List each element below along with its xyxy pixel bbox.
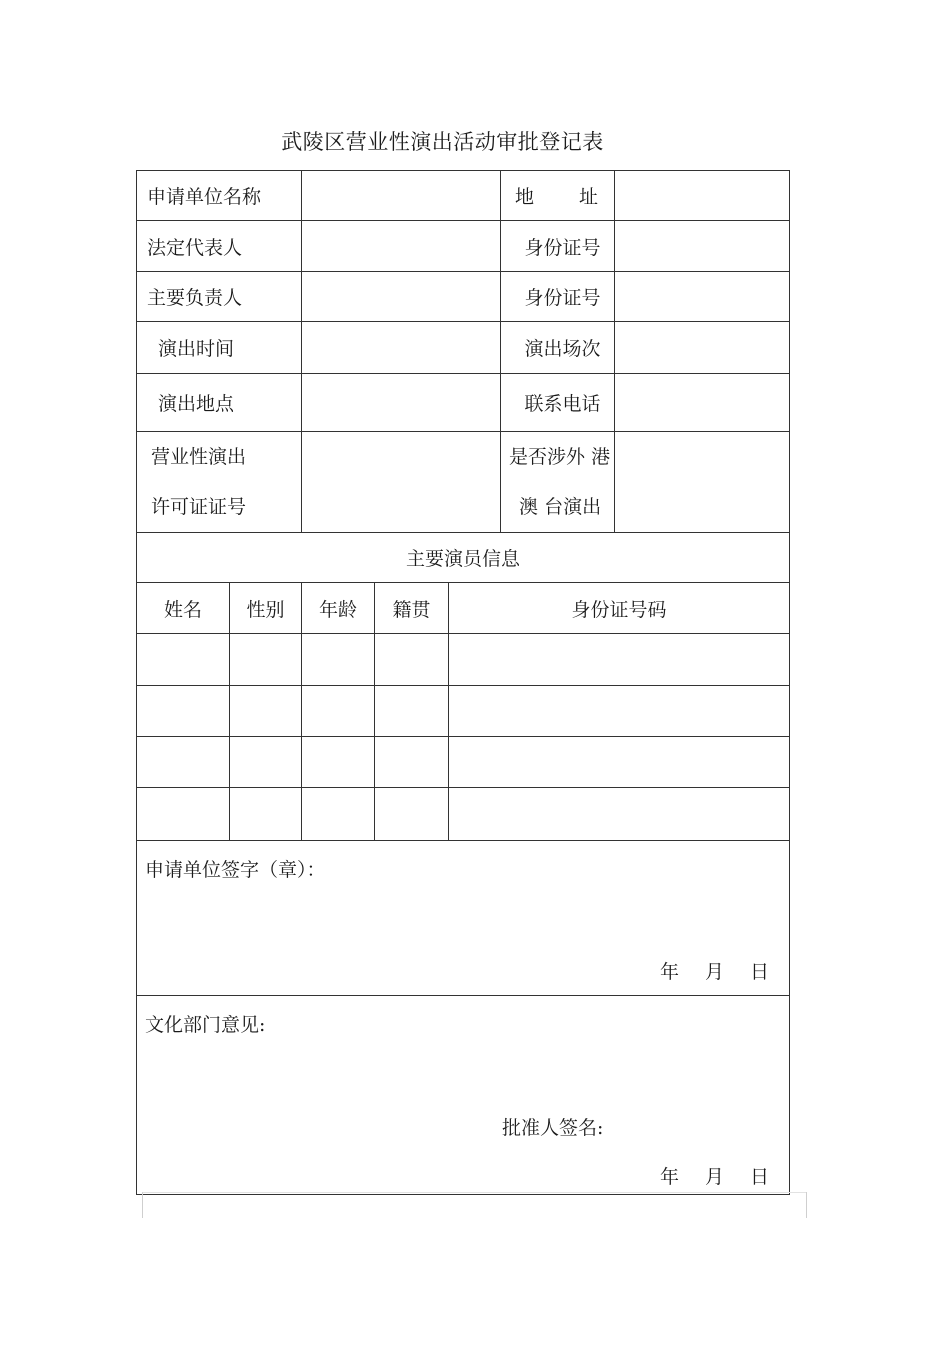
applicant-name-field[interactable] (302, 171, 501, 221)
foreign-show-label (501, 432, 615, 533)
legal-rep-id-field[interactable] (615, 221, 790, 272)
address-label-part1: 地 (515, 186, 535, 208)
main-person-field[interactable] (302, 272, 501, 322)
cell-id-number[interactable] (449, 788, 790, 841)
legal-rep-field[interactable] (302, 221, 501, 272)
date-year: 年 (659, 961, 679, 983)
cell-age[interactable] (302, 686, 375, 737)
cell-native-place[interactable] (375, 737, 449, 788)
applicant-signature-date (660, 957, 769, 984)
table-row (137, 788, 790, 841)
show-place-field[interactable] (302, 374, 501, 432)
foreign-show-label-line1: 是否涉外 港 (509, 446, 611, 468)
address-label-part2: 址 (579, 186, 599, 208)
col-gender: 性别 (230, 583, 302, 634)
cell-age[interactable] (302, 634, 375, 686)
legal-rep-label: 法定代表人 (137, 221, 302, 272)
col-age: 年龄 (302, 583, 375, 634)
license-field[interactable] (302, 432, 501, 533)
foreign-show-field[interactable] (615, 432, 790, 533)
contact-phone-field[interactable] (615, 374, 790, 432)
show-sessions-field[interactable] (615, 322, 790, 374)
col-native-place: 籍贯 (375, 583, 449, 634)
page-edge-mark-right (806, 1192, 807, 1218)
main-person-label: 主要负责人 (137, 272, 302, 322)
applicant-name-label: 申请单位名称 (137, 171, 302, 221)
cell-native-place[interactable] (375, 634, 449, 686)
date-month: 月 (705, 961, 725, 983)
page-title: 武陵区营业性演出活动审批登记表 (281, 130, 604, 154)
legal-rep-id-label: 身份证号 (501, 221, 615, 272)
main-person-id-field[interactable] (615, 272, 790, 322)
applicant-signature-block[interactable] (137, 841, 790, 996)
cell-gender[interactable] (230, 788, 302, 841)
approver-signature-label: 批准人签名: (502, 1117, 604, 1139)
page-edge-mark-left (142, 1192, 143, 1218)
cell-name[interactable] (137, 634, 230, 686)
cell-age[interactable] (302, 737, 375, 788)
date-day: 日 (750, 1166, 770, 1188)
license-label (137, 432, 302, 533)
license-label-line1: 营业性演出 (151, 446, 247, 468)
table-row (137, 737, 790, 788)
applicant-signature-label: 申请单位签字（章）： (145, 859, 326, 881)
table-row (137, 634, 790, 686)
col-id-number: 身份证号码 (449, 583, 790, 634)
main-person-id-label: 身份证号 (501, 272, 615, 322)
cell-gender[interactable] (230, 686, 302, 737)
show-time-field[interactable] (302, 322, 501, 374)
cell-native-place[interactable] (375, 686, 449, 737)
license-label-line2: 许可证证号 (151, 496, 247, 518)
cell-gender[interactable] (230, 634, 302, 686)
page-edge-line (142, 1192, 807, 1193)
cell-native-place[interactable] (375, 788, 449, 841)
cell-name[interactable] (137, 737, 230, 788)
cell-name[interactable] (137, 686, 230, 737)
culture-dept-opinion-block[interactable] (137, 996, 790, 1195)
show-time-label: 演出时间 (137, 322, 302, 374)
contact-phone-label: 联系电话 (501, 374, 615, 432)
address-field[interactable] (615, 171, 790, 221)
performers-section-title: 主要演员信息 (137, 533, 790, 583)
date-day: 日 (750, 961, 770, 983)
cell-gender[interactable] (230, 737, 302, 788)
date-month: 月 (705, 1166, 725, 1188)
culture-dept-label: 文化部门意见: (145, 1014, 266, 1036)
date-year: 年 (659, 1166, 679, 1188)
show-place-label: 演出地点 (137, 374, 302, 432)
culture-dept-date (660, 1162, 769, 1189)
table-row (137, 686, 790, 737)
address-label (501, 171, 615, 221)
cell-id-number[interactable] (449, 686, 790, 737)
cell-age[interactable] (302, 788, 375, 841)
cell-id-number[interactable] (449, 737, 790, 788)
cell-name[interactable] (137, 788, 230, 841)
registration-form (136, 170, 790, 1195)
show-sessions-label: 演出场次 (501, 322, 615, 374)
foreign-show-label-line2: 澳 台演出 (519, 496, 602, 518)
cell-id-number[interactable] (449, 634, 790, 686)
col-name: 姓名 (137, 583, 230, 634)
